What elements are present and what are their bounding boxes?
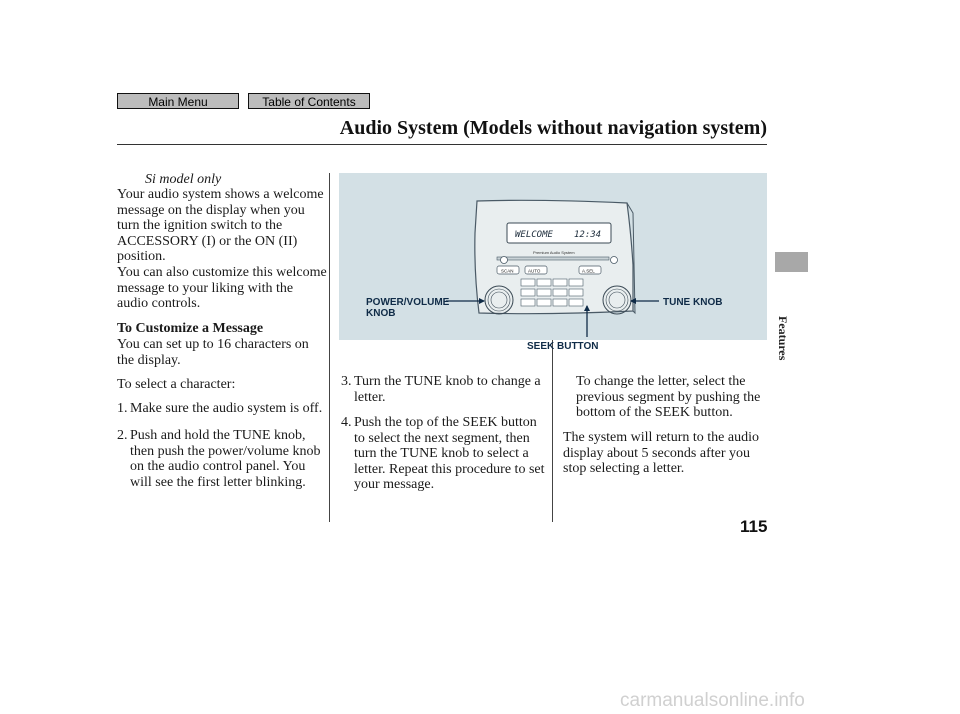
header-rule [117,144,767,145]
display-welcome: WELCOME [515,230,553,240]
step-4 [341,415,549,493]
step-3-text: Turn the TUNE knob to change a letter. [354,374,541,405]
page-number: 115 [740,517,768,536]
page-title: Audio System (Models without navigation system) [339,117,767,139]
brand-text: Premium Audio System [533,250,575,255]
step-1-number: 1. [117,401,128,416]
step-3 [341,374,549,405]
section-tab [775,252,808,272]
tune-knob-label: TUNE KNOB [663,297,723,308]
column-divider-left [329,173,330,522]
select-paragraph: To select a character: [117,377,236,392]
column-divider-right [552,340,553,522]
return-paragraph: The system will return to the audio display about 5 seconds after you stop selecting a letter. [563,430,759,476]
intro-paragraph: Your audio system shows a welcome message on the display when you turn the ignition switch to the ACCESSORY (I) or the ON (II) position. [117,187,324,264]
watermark: carmanualsonline.info [620,690,805,711]
model-note: Si model only [145,172,222,187]
customize-paragraph: You can also customize this welcome message to your liking with the audio controls. [117,265,327,311]
step-1 [117,401,327,417]
scan-label: SCAN [501,268,514,274]
change-letter-paragraph: To change the letter, select the previous segment by pushing the bottom of the SEEK button. [576,374,761,420]
step-3-number: 3. [341,374,352,389]
seek-button-label: SEEK BUTTON [527,341,599,352]
chars-paragraph: You can set up to 16 characters on the display. [117,337,309,368]
power-volume-knob-label: POWER/VOLUME KNOB [366,297,450,319]
section-side-label: Features [776,316,790,361]
table-of-contents-button[interactable]: Table of Contents [248,93,370,109]
main-menu-button[interactable]: Main Menu [117,93,239,109]
step-4-number: 4. [341,415,352,430]
display-time: 12:34 [574,230,602,240]
step-2 [117,428,327,490]
step-2-number: 2. [117,428,128,443]
asel-label: A.SEL [582,268,595,274]
step-1-text: Make sure the audio system is off. [130,401,323,416]
step-4-text: Push the top of the SEEK button to select the next segment, then turn the TUNE knob to select a letter. Repeat this procedure to set your message. [354,415,545,492]
step-2-text: Push and hold the TUNE knob, then push the power/volume knob on the audio control panel. You will see the first letter blinking. [130,428,321,490]
auto-label: AUTO [528,268,541,274]
section-heading: To Customize a Message [117,321,264,336]
audio-panel-figure [339,173,767,352]
